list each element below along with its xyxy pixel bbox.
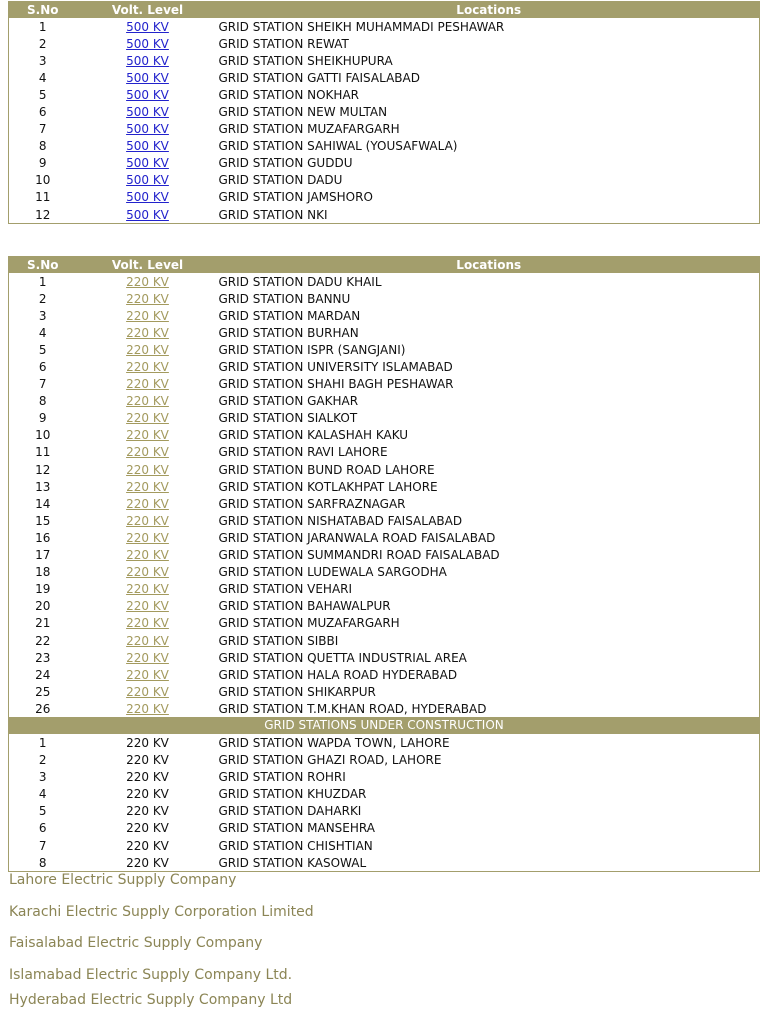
cell-sno: 11 (35, 190, 51, 205)
table-row (9, 69, 760, 86)
volt-level-link[interactable]: 500 KV (126, 173, 169, 188)
table-row (9, 444, 760, 461)
construction-body (9, 734, 760, 871)
cell-sno: 5 (38, 342, 47, 357)
cell-location: GRID STATION MUZAFARGARH (218, 616, 400, 631)
cell-volt-level: 220 KV (126, 838, 169, 853)
cell-location: GRID STATION ROHRI (218, 770, 346, 785)
cell-location: GRID STATION SUMMANDRI ROAD FAISALABAD (218, 548, 500, 563)
volt-level-link[interactable]: 220 KV (126, 479, 169, 494)
table-row (9, 820, 760, 837)
construction-section (9, 717, 760, 734)
cell-location: GRID STATION BUND ROAD LAHORE (218, 462, 435, 477)
volt-level-link[interactable]: 220 KV (126, 582, 169, 597)
table-row (9, 666, 760, 683)
cell-location: GRID STATION DADU KHAIL (218, 274, 382, 289)
cell-sno: 26 (35, 701, 51, 716)
cell-location: GRID STATION NOKHAR (218, 87, 359, 102)
cell-location: GRID STATION KHUZDAR (218, 787, 367, 802)
cell-location: GRID STATION HALA ROAD HYDERABAD (218, 667, 458, 682)
cell-location: GRID STATION KOTLAKHPAT LAHORE (218, 479, 438, 494)
cell-location: GRID STATION BURHAN (218, 325, 359, 340)
cell-location: GRID STATION BAHAWALPUR (218, 599, 391, 614)
cell-sno: 2 (38, 36, 47, 51)
cell-sno: 2 (38, 291, 47, 306)
cell-sno: 7 (38, 122, 47, 137)
cell-volt-level (77, 564, 219, 581)
cell-volt-level (77, 666, 219, 683)
cell-sno: 14 (35, 496, 51, 511)
cell-volt-level: 220 KV (126, 770, 169, 785)
cell-location: GRID STATION NISHATABAD FAISALABAD (218, 513, 463, 528)
cell-location: GRID STATION JAMSHORO (218, 190, 373, 205)
volt-level-link[interactable]: 220 KV (126, 308, 169, 323)
table-row (9, 103, 760, 120)
cell-volt-level (77, 700, 219, 717)
table-row (9, 769, 760, 786)
company-link-iesco[interactable]: Islamabad Electric Supply Company Ltd. (9, 967, 293, 983)
cell-volt-level (77, 103, 219, 120)
cell-sno: 13 (35, 479, 51, 494)
cell-sno: 19 (35, 582, 51, 597)
cell-volt-level (77, 512, 219, 529)
table-row (9, 155, 760, 172)
cell-sno: 8 (38, 139, 47, 154)
cell-location: GRID STATION DAHARKI (218, 804, 362, 819)
cell-volt-level (77, 581, 219, 598)
cell-sno: 8 (38, 394, 47, 409)
cell-location: GRID STATION MARDAN (218, 308, 361, 323)
cell-location: GRID STATION KALASHAH KAKU (218, 428, 409, 443)
cell-volt-level (77, 444, 219, 461)
cell-location: GRID STATION T.M.KHAN ROAD, HYDERABAD (218, 701, 487, 716)
cell-volt-level (77, 649, 219, 666)
volt-level-link[interactable]: 220 KV (126, 291, 169, 306)
header-sno: S.No (9, 2, 77, 19)
volt-level-link[interactable]: 220 KV (126, 616, 169, 631)
cell-location: GRID STATION JARANWALA ROAD FAISALABAD (218, 530, 496, 545)
cell-location: GRID STATION VEHARI (218, 582, 353, 597)
table-row (9, 206, 760, 224)
cell-sno: 16 (35, 530, 51, 545)
volt-level-link[interactable]: 220 KV (126, 530, 169, 545)
cell-sno: 23 (35, 650, 51, 665)
table-row (9, 376, 760, 393)
volt-level-link[interactable]: 220 KV (126, 274, 169, 289)
cell-volt-level (77, 206, 219, 224)
cell-volt-level (77, 155, 219, 172)
cell-volt-level (77, 393, 219, 410)
table-row (9, 581, 760, 598)
cell-volt-level (77, 18, 219, 35)
cell-location: GRID STATION SAHIWAL (YOUSAFWALA) (218, 139, 458, 154)
cell-volt-level (77, 461, 219, 478)
cell-sno: 6 (38, 105, 47, 120)
cell-location: GRID STATION UNIVERSITY ISLAMABAD (218, 360, 453, 375)
table-row (9, 632, 760, 649)
cell-location: GRID STATION MANSEHRA (218, 821, 375, 836)
table-row (9, 564, 760, 581)
construction-title: GRID STATIONS UNDER CONSTRUCTION (9, 717, 760, 734)
table-220kv-body (9, 273, 760, 717)
table-row (9, 854, 760, 872)
volt-level-link[interactable]: 500 KV (126, 190, 169, 205)
cell-sno: 12 (35, 462, 51, 477)
cell-location: GRID STATION DADU (218, 173, 343, 188)
cell-location: GRID STATION SHEIKHUPURA (218, 53, 393, 68)
table-row (9, 803, 760, 820)
volt-level-link[interactable]: 220 KV (126, 684, 169, 699)
volt-level-link[interactable]: 220 KV (126, 428, 169, 443)
table-row (9, 52, 760, 69)
cell-sno: 5 (38, 87, 47, 102)
cell-volt-level (77, 121, 219, 138)
cell-location: GRID STATION WAPDA TOWN, LAHORE (218, 735, 450, 750)
cell-volt-level (77, 172, 219, 189)
cell-sno: 7 (38, 838, 47, 853)
volt-level-link[interactable]: 220 KV (126, 377, 169, 392)
cell-location: GRID STATION GHAZI ROAD, LAHORE (218, 753, 442, 768)
cell-volt-level (77, 86, 219, 103)
cell-volt-level (77, 52, 219, 69)
cell-volt-level (77, 290, 219, 307)
cell-location: GRID STATION LUDEWALA SARGODHA (218, 565, 447, 580)
cell-sno: 10 (35, 173, 51, 188)
table-row (9, 410, 760, 427)
table-row (9, 273, 760, 290)
table-500kv-body (9, 18, 760, 224)
table-row (9, 786, 760, 803)
cell-sno: 12 (35, 207, 51, 222)
volt-level-link[interactable]: 500 KV (126, 36, 169, 51)
cell-location: GRID STATION SARFRAZNAGAR (218, 496, 406, 511)
cell-volt-level (77, 138, 219, 155)
volt-level-link[interactable]: 220 KV (126, 445, 169, 460)
cell-sno: 6 (38, 821, 47, 836)
cell-sno: 17 (35, 548, 51, 563)
cell-sno: 1 (38, 19, 47, 34)
cell-volt-level (77, 615, 219, 632)
header-sno: S.No (9, 257, 77, 274)
table-row (9, 495, 760, 512)
cell-volt-level: 220 KV (126, 787, 169, 802)
table-row (9, 324, 760, 341)
cell-location: GRID STATION QUETTA INDUSTRIAL AREA (218, 650, 467, 665)
volt-level-link[interactable]: 500 KV (126, 105, 169, 120)
cell-volt-level (77, 478, 219, 495)
cell-sno: 1 (38, 274, 47, 289)
cell-sno: 3 (38, 308, 47, 323)
volt-level-link[interactable]: 220 KV (126, 360, 169, 375)
table-row (9, 461, 760, 478)
table-row (9, 290, 760, 307)
cell-sno: 9 (38, 411, 47, 426)
table-row (9, 512, 760, 529)
cell-sno: 25 (35, 684, 51, 699)
table-row (9, 35, 760, 52)
cell-sno: 24 (35, 667, 51, 682)
cell-location: GRID STATION ISPR (SANGJANI) (218, 342, 406, 357)
cell-volt-level (77, 307, 219, 324)
cell-location: GRID STATION GATTI FAISALABAD (218, 70, 420, 85)
cell-location: GRID STATION MUZAFARGARH (218, 122, 400, 137)
volt-level-link[interactable]: 220 KV (126, 342, 169, 357)
table-row (9, 837, 760, 854)
cell-volt-level: 220 KV (126, 753, 169, 768)
table-row (9, 341, 760, 358)
cell-volt-level (77, 427, 219, 444)
volt-level-link[interactable]: 220 KV (126, 394, 169, 409)
cell-volt-level (77, 189, 219, 206)
cell-sno: 11 (35, 445, 51, 460)
table-row (9, 358, 760, 375)
volt-level-link[interactable]: 500 KV (126, 70, 169, 85)
cell-location: GRID STATION GUDDU (218, 156, 353, 171)
cell-sno: 1 (38, 735, 47, 750)
header-locations: Locations (219, 2, 760, 19)
volt-level-link[interactable]: 500 KV (126, 87, 169, 102)
cell-volt-level (77, 547, 219, 564)
table-row (9, 427, 760, 444)
cell-volt-level: 220 KV (126, 855, 169, 870)
volt-level-link[interactable]: 220 KV (126, 513, 169, 528)
cell-volt-level (77, 495, 219, 512)
volt-level-link[interactable]: 220 KV (126, 667, 169, 682)
volt-level-link[interactable]: 220 KV (126, 599, 169, 614)
table-row (9, 752, 760, 769)
volt-level-link[interactable]: 220 KV (126, 462, 169, 477)
cell-location: GRID STATION GAKHAR (218, 394, 359, 409)
cell-sno: 7 (38, 377, 47, 392)
cell-volt-level (77, 632, 219, 649)
company-link-hesco[interactable]: Hyderabad Electric Supply Company Ltd (9, 992, 293, 1008)
cell-location: GRID STATION CHISHTIAN (218, 838, 373, 853)
header-volt-level: Volt. Level (77, 257, 219, 274)
table-500kv (8, 1, 760, 224)
volt-level-link[interactable]: 500 KV (126, 139, 169, 154)
cell-volt-level (77, 341, 219, 358)
table-row (9, 547, 760, 564)
volt-level-link[interactable]: 220 KV (126, 496, 169, 511)
cell-location: GRID STATION SHIKARPUR (218, 684, 376, 699)
cell-sno: 22 (35, 633, 51, 648)
cell-volt-level: 220 KV (126, 804, 169, 819)
table-row (9, 18, 760, 35)
cell-sno: 4 (38, 70, 47, 85)
table-row (9, 121, 760, 138)
volt-level-link[interactable]: 500 KV (126, 207, 169, 222)
cell-volt-level (77, 598, 219, 615)
cell-volt-level (77, 324, 219, 341)
cell-sno: 2 (38, 753, 47, 768)
cell-volt-level (77, 35, 219, 52)
cell-location: GRID STATION BANNU (218, 291, 351, 306)
table-row (9, 615, 760, 632)
cell-sno: 3 (38, 53, 47, 68)
cell-volt-level (77, 273, 219, 290)
cell-sno: 10 (35, 428, 51, 443)
table-row (9, 529, 760, 546)
company-link-lesco[interactable]: Lahore Electric Supply Company (9, 872, 237, 888)
construction-header-row (9, 717, 760, 734)
volt-level-link[interactable]: 500 KV (126, 156, 169, 171)
cell-sno: 20 (35, 599, 51, 614)
cell-volt-level (77, 683, 219, 700)
table-header-row (9, 2, 760, 19)
cell-sno: 9 (38, 156, 47, 171)
table-row (9, 138, 760, 155)
volt-level-link[interactable]: 220 KV (126, 701, 169, 716)
table-row (9, 189, 760, 206)
volt-level-link[interactable]: 220 KV (126, 411, 169, 426)
cell-volt-level (77, 529, 219, 546)
cell-location: GRID STATION NKI (218, 207, 328, 222)
company-link-kesc[interactable]: Karachi Electric Supply Corporation Limited (9, 904, 314, 920)
header-volt-level: Volt. Level (77, 2, 219, 19)
volt-level-link[interactable]: 220 KV (126, 650, 169, 665)
table-row (9, 172, 760, 189)
cell-sno: 4 (38, 787, 47, 802)
cell-location: GRID STATION SIBBI (218, 633, 339, 648)
table-row (9, 700, 760, 717)
volt-level-link[interactable]: 500 KV (126, 53, 169, 68)
cell-sno: 5 (38, 804, 47, 819)
cell-location: GRID STATION REWAT (218, 36, 349, 51)
cell-sno: 18 (35, 565, 51, 580)
cell-location: GRID STATION SHEIKH MUHAMMADI PESHAWAR (218, 19, 505, 34)
volt-level-link[interactable]: 500 KV (126, 122, 169, 137)
volt-level-link[interactable]: 220 KV (126, 325, 169, 340)
cell-location: GRID STATION SIALKOT (218, 411, 358, 426)
table-row (9, 683, 760, 700)
cell-volt-level (77, 410, 219, 427)
cell-volt-level (77, 376, 219, 393)
table-row (9, 393, 760, 410)
cell-volt-level: 220 KV (126, 821, 169, 836)
cell-location: GRID STATION KASOWAL (218, 855, 367, 870)
volt-level-link[interactable]: 220 KV (126, 633, 169, 648)
volt-level-link[interactable]: 220 KV (126, 565, 169, 580)
table-row (9, 598, 760, 615)
cell-sno: 21 (35, 616, 51, 631)
header-locations: Locations (219, 257, 760, 274)
table-header-row (9, 257, 760, 274)
table-row (9, 307, 760, 324)
cell-location: GRID STATION RAVI LAHORE (218, 445, 388, 460)
cell-sno: 15 (35, 513, 51, 528)
cell-sno: 4 (38, 325, 47, 340)
cell-sno: 6 (38, 360, 47, 375)
table-row (9, 86, 760, 103)
cell-volt-level (77, 358, 219, 375)
volt-level-link[interactable]: 500 KV (126, 19, 169, 34)
cell-volt-level: 220 KV (126, 735, 169, 750)
company-link-fesco[interactable]: Faisalabad Electric Supply Company (9, 935, 263, 951)
cell-sno: 8 (38, 855, 47, 870)
table-row (9, 649, 760, 666)
table-row (9, 478, 760, 495)
cell-sno: 3 (38, 770, 47, 785)
cell-location: GRID STATION SHAHI BAGH PESHAWAR (218, 377, 454, 392)
table-row (9, 734, 760, 751)
cell-location: GRID STATION NEW MULTAN (218, 105, 388, 120)
table-220kv (8, 256, 760, 872)
volt-level-link[interactable]: 220 KV (126, 548, 169, 563)
cell-volt-level (77, 69, 219, 86)
